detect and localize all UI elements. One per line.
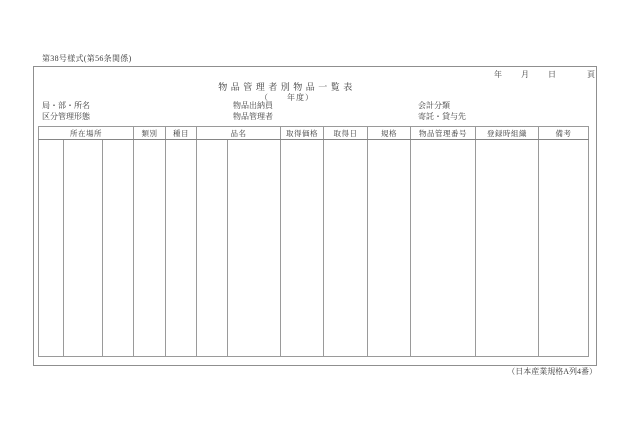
table-body-cell [539, 140, 589, 357]
table-body-cell [39, 140, 64, 357]
meta-left-group [42, 101, 90, 122]
jis-size-note: （日本産業規格A列4番） [507, 367, 597, 376]
bureau-office-label: 局・部・所名 [42, 101, 90, 110]
col-header-category: 類別 [134, 127, 166, 140]
table-body-cell [64, 140, 103, 357]
col-header-item-type: 種目 [166, 127, 197, 140]
col-header-remarks: 備考 [539, 127, 589, 140]
table-body-cell [281, 140, 324, 357]
account-class-label: 会計分類 [418, 101, 450, 110]
table-body-cell [228, 140, 281, 357]
goods-manager-label: 物品管理者 [233, 111, 273, 121]
col-header-registration-org: 登録時組織 [476, 127, 539, 140]
goods-cashier-label: 物品出納員 [233, 101, 273, 110]
table-body-cell [324, 140, 368, 357]
table-body-cell [197, 140, 228, 357]
table-body-cell [411, 140, 476, 357]
date-year-label: 年 [494, 70, 502, 79]
table-body-cell [476, 140, 539, 357]
date-month-label: 月 [521, 70, 529, 79]
col-header-item-name: 品名 [197, 127, 281, 140]
deposit-loan-label: 寄託・貸与先 [418, 111, 466, 121]
table-body-cell [134, 140, 166, 357]
col-header-management-number: 物品管理番号 [411, 127, 476, 140]
items-table [38, 126, 589, 357]
col-header-specification: 規格 [368, 127, 411, 140]
page-number-label: 頁 [587, 70, 595, 79]
col-header-acquisition-price: 取得価格 [281, 127, 324, 140]
form-title: 物品管理者別物品一覧表 [218, 82, 356, 92]
fiscal-year-label: （ 年度） [260, 93, 314, 102]
form-number: 第38号様式(第56条関係) [42, 54, 132, 63]
table-body-row [39, 140, 589, 357]
meta-right-group [418, 101, 466, 122]
meta-middle-group [233, 101, 273, 122]
table-header-row [39, 127, 589, 140]
table-body-cell [368, 140, 411, 357]
management-type-label: 区分管理形態 [42, 111, 90, 121]
col-header-location: 所在場所 [39, 127, 134, 140]
table-body-cell [166, 140, 197, 357]
col-header-acquisition-date: 取得日 [324, 127, 368, 140]
date-day-label: 日 [548, 70, 556, 79]
table-body-cell [103, 140, 134, 357]
